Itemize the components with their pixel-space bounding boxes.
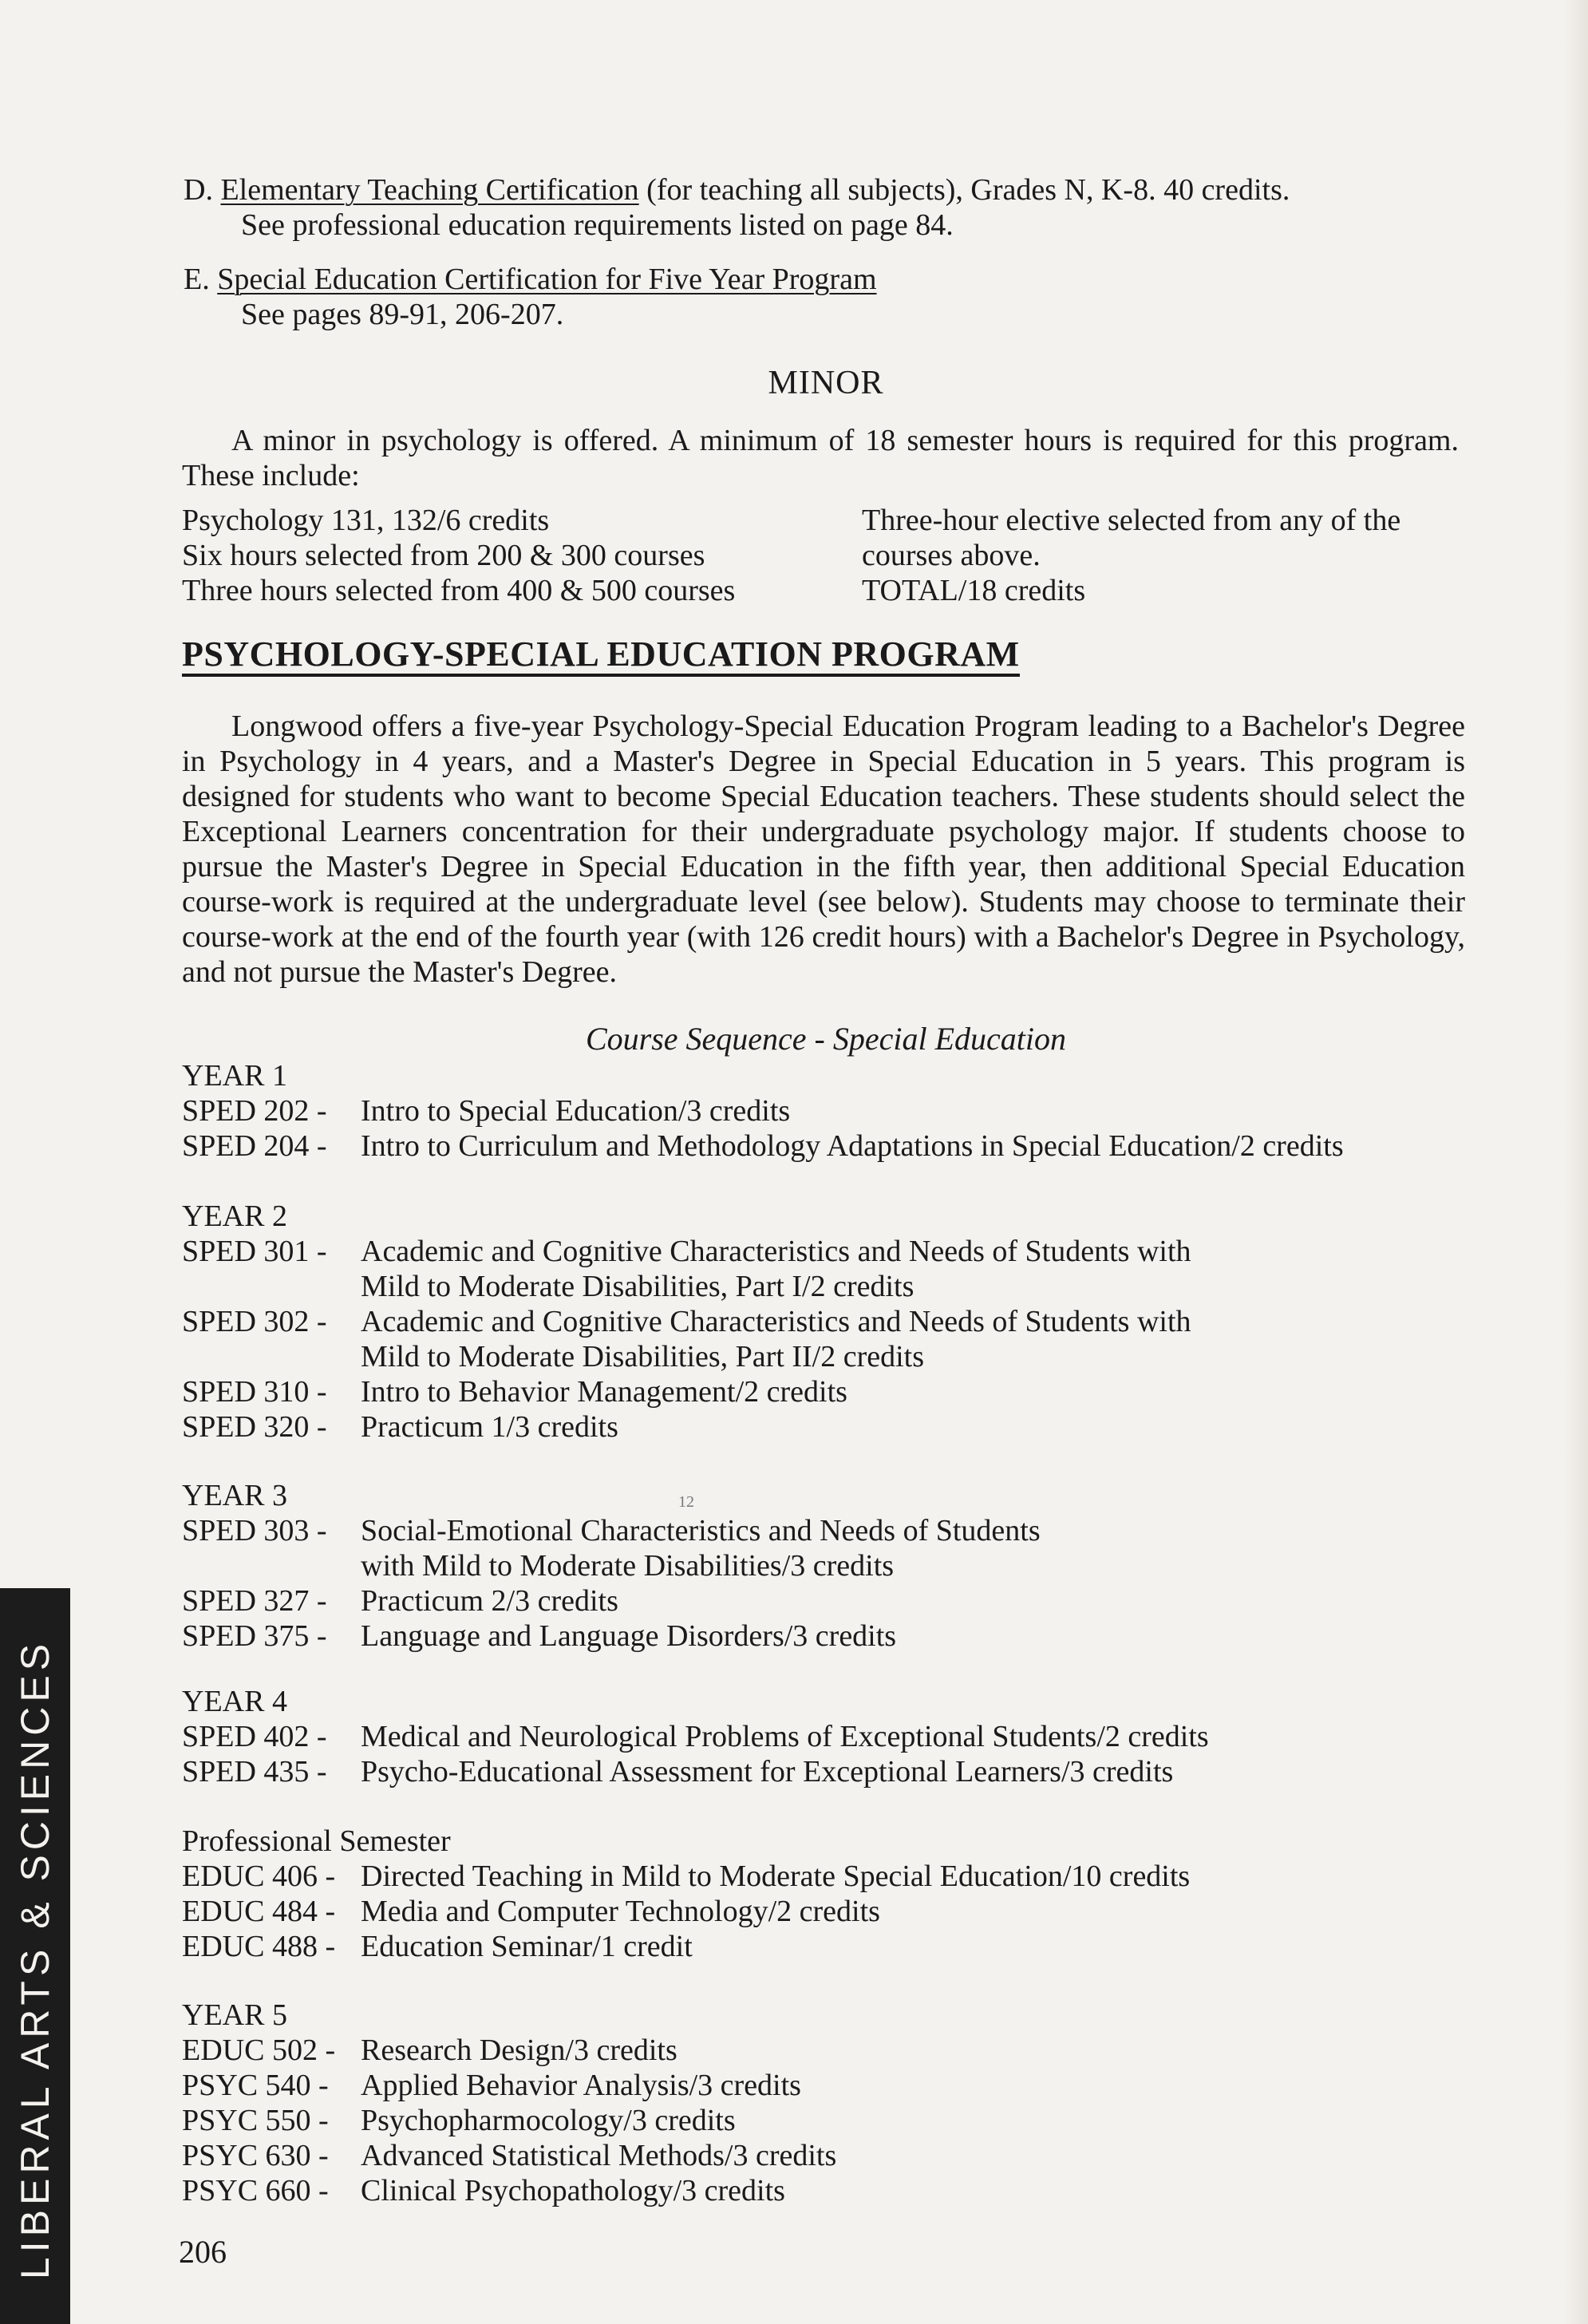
section-d-rest: (for teaching all subjects), Grades N, K-8. 40 credits. xyxy=(638,173,1290,207)
course-desc: Intro to Special Education/3 credits xyxy=(361,1094,791,1128)
minor-left-item: Three hours selected from 400 & 500 courses xyxy=(182,574,736,607)
page-edge-shadow xyxy=(1564,0,1588,2324)
course-row xyxy=(182,2103,1491,2138)
course-code: EDUC 488 - xyxy=(182,1930,336,1963)
course-desc: Education Seminar/1 credit xyxy=(361,1930,693,1963)
course-row xyxy=(182,1304,1491,1374)
course-desc: Intro to Behavior Management/2 credits xyxy=(361,1375,847,1409)
section-d-label: D. xyxy=(184,173,213,207)
course-code: SPED 303 - xyxy=(182,1514,327,1547)
semester-heading: Professional Semester xyxy=(182,1824,451,1858)
section-d xyxy=(184,172,1460,243)
course-row xyxy=(182,2138,1491,2173)
course-row xyxy=(182,1859,1491,1894)
course-desc-line: Academic and Cognitive Characteristics and Needs of Students with xyxy=(361,1235,1191,1268)
course-desc-line: Social-Emotional Characteristics and Needs of Students xyxy=(361,1514,1041,1547)
course-desc xyxy=(361,1513,1491,1583)
year-3-block xyxy=(182,1478,1491,1654)
section-e xyxy=(184,262,1460,332)
year-2-block xyxy=(182,1199,1491,1445)
course-row xyxy=(182,1409,1491,1445)
course-desc: Practicum 1/3 credits xyxy=(361,1410,618,1444)
minor-left-column xyxy=(182,503,820,608)
course-desc-line: Mild to Moderate Disabilities, Part I/2 credits xyxy=(361,1270,914,1303)
course-code: PSYC 660 - xyxy=(182,2174,329,2207)
minor-right-item: Three-hour elective selected from any of the xyxy=(862,504,1401,537)
section-d-title: Elementary Teaching Certification xyxy=(220,173,639,207)
professional-semester-block xyxy=(182,1824,1491,1964)
course-code: EDUC 406 - xyxy=(182,1860,336,1893)
course-code: SPED 202 - xyxy=(182,1094,327,1128)
course-row xyxy=(182,1093,1491,1128)
course-code: PSYC 550 - xyxy=(182,2104,329,2137)
year-5-block xyxy=(182,1998,1491,2208)
course-row xyxy=(182,2033,1491,2068)
course-row xyxy=(182,1234,1491,1304)
course-desc: Psychopharmocology/3 credits xyxy=(361,2104,736,2137)
sidebar-label: LIBERAL ARTS & SCIENCES xyxy=(13,1638,57,2280)
year-heading: YEAR 4 xyxy=(182,1685,287,1718)
page-number: 206 xyxy=(179,2234,227,2270)
course-code: EDUC 484 - xyxy=(182,1895,336,1928)
minor-left-item: Psychology 131, 132/6 credits xyxy=(182,504,550,537)
year-heading: YEAR 3 xyxy=(182,1479,287,1512)
course-desc: Clinical Psychopathology/3 credits xyxy=(361,2174,785,2207)
year-1-block xyxy=(182,1058,1491,1164)
course-row xyxy=(182,1719,1491,1754)
year-heading: YEAR 5 xyxy=(182,1998,287,2032)
section-e-line2: See pages 89-91, 206-207. xyxy=(241,298,564,331)
course-row xyxy=(182,2173,1491,2208)
course-row xyxy=(182,1754,1491,1789)
course-desc: Language and Language Disorders/3 credits xyxy=(361,1619,897,1653)
course-code: SPED 402 - xyxy=(182,1720,327,1753)
course-desc: Psycho-Educational Assessment for Exceptional Learners/3 credits xyxy=(361,1755,1174,1788)
course-code: PSYC 540 - xyxy=(182,2069,329,2102)
course-desc: Intro to Curriculum and Methodology Adaptations in Special Education/2 credits xyxy=(361,1129,1344,1163)
course-code: SPED 310 - xyxy=(182,1375,327,1409)
course-row xyxy=(182,1929,1491,1964)
stray-mark: 12 xyxy=(678,1493,694,1511)
course-sequence-title: Course Sequence - Special Education xyxy=(585,1021,1067,1057)
section-e-label: E. xyxy=(184,263,210,296)
year-heading: YEAR 1 xyxy=(182,1059,287,1093)
year-4-block xyxy=(182,1684,1491,1789)
course-code: SPED 302 - xyxy=(182,1305,327,1338)
course-desc: Media and Computer Technology/2 credits xyxy=(361,1895,880,1928)
course-desc: Advanced Statistical Methods/3 credits xyxy=(361,2139,837,2172)
year-heading: YEAR 2 xyxy=(182,1200,287,1233)
course-row xyxy=(182,1583,1491,1618)
course-row xyxy=(182,1513,1491,1583)
program-heading: PSYCHOLOGY-SPECIAL EDUCATION PROGRAM xyxy=(182,637,1020,677)
course-row xyxy=(182,1894,1491,1929)
minor-right-item: TOTAL/18 credits xyxy=(862,574,1086,607)
course-code: SPED 320 - xyxy=(182,1410,327,1444)
course-code: SPED 435 - xyxy=(182,1755,327,1788)
section-e-title: Special Education Certification for Five Year Program xyxy=(217,263,877,296)
course-desc xyxy=(361,1304,1491,1374)
course-code: SPED 204 - xyxy=(182,1129,327,1163)
course-desc-line: Mild to Moderate Disabilities, Part II/2 credits xyxy=(361,1340,925,1373)
program-paragraph: Longwood offers a five-year Psychology-Special Education Program leading to a Bachelor's Degree in Psychology in 4 years, and a Master's Degree in Special Education in 5 years. This program is designed for students who want to become Special Education teachers. These students should select the Exceptional Learners concentration for their undergraduate psychology major. If students choose to pursue the Master's Degree in Special Education in the fifth year, then additional Special Education course-work is required at the undergraduate level (see below). Students may choose to terminate their course-work at the end of the fourth year (with 126 credit hours) with a Bachelor's Degree in Psychology, and not pursue the Master's Degree. xyxy=(182,709,1465,989)
course-code: SPED 301 - xyxy=(182,1235,327,1268)
course-desc xyxy=(361,1234,1491,1304)
course-row xyxy=(182,1618,1491,1654)
course-code: SPED 327 - xyxy=(182,1584,327,1618)
course-code: SPED 375 - xyxy=(182,1619,327,1653)
course-code: PSYC 630 - xyxy=(182,2139,329,2172)
minor-right-item: courses above. xyxy=(862,539,1041,572)
section-d-line2: See professional education requirements listed on page 84. xyxy=(241,208,954,242)
minor-paragraph: A minor in psychology is offered. A minimum of 18 semester hours is required for this program. These include: xyxy=(182,424,1459,492)
course-desc: Medical and Neurological Problems of Exceptional Students/2 credits xyxy=(361,1720,1209,1753)
course-row xyxy=(182,2068,1491,2103)
course-desc: Research Design/3 credits xyxy=(361,2034,677,2067)
minor-heading: MINOR xyxy=(768,365,884,401)
course-desc: Practicum 2/3 credits xyxy=(361,1584,618,1618)
course-code: EDUC 502 - xyxy=(182,2034,336,2067)
course-desc-line: Academic and Cognitive Characteristics and Needs of Students with xyxy=(361,1305,1191,1338)
minor-right-column xyxy=(862,503,1484,608)
course-row xyxy=(182,1374,1491,1409)
course-row xyxy=(182,1128,1491,1164)
course-desc: Applied Behavior Analysis/3 credits xyxy=(361,2069,801,2102)
course-desc: Directed Teaching in Mild to Moderate Special Education/10 credits xyxy=(361,1860,1191,1893)
course-desc-line: with Mild to Moderate Disabilities/3 credits xyxy=(361,1549,895,1583)
minor-left-item: Six hours selected from 200 & 300 courses xyxy=(182,539,705,572)
